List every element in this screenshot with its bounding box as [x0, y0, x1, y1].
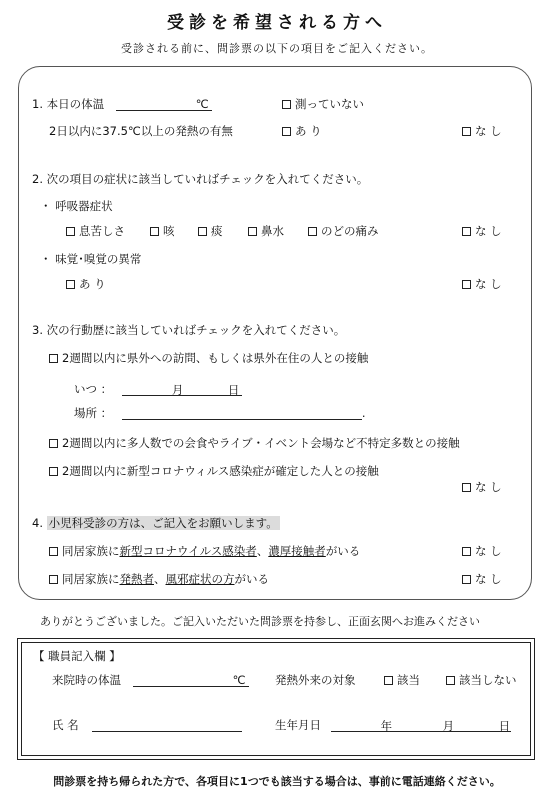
q3-no-option[interactable] — [462, 479, 502, 495]
q3-item3-checkbox[interactable] — [49, 467, 58, 476]
q4-number: 4. — [32, 516, 43, 530]
fever-no-option[interactable] — [462, 123, 502, 139]
temperature-unit: ℃ — [195, 97, 209, 111]
taste-yes-option[interactable] — [66, 276, 106, 292]
q3-item2-option[interactable] — [49, 435, 460, 451]
place-input[interactable] — [122, 407, 362, 420]
dob-year-label: 年 — [380, 719, 393, 733]
fever-no-label: な し — [475, 124, 502, 138]
q1-label-text: 1. 本日の体温 — [32, 97, 105, 111]
place-end: . — [361, 406, 366, 420]
q4-item2-prefix: 同居家族に — [62, 572, 120, 586]
not-applicable-label: 該当しない — [459, 673, 517, 687]
q3-item1-label: 2週間以内に県外への訪問、もしくは県外在住の人との接触 — [62, 351, 369, 365]
dob-month-label: 月 — [442, 719, 455, 733]
staff-heading: 【 職員記入欄 】 — [33, 649, 121, 663]
fever-question: 2日以内に37.5℃以上の発熱の有無 — [49, 124, 233, 138]
q4-item2-no-checkbox[interactable] — [462, 575, 471, 584]
symptom-phlegm-option[interactable] — [198, 223, 223, 239]
dob-label: 生年月日 — [275, 718, 321, 732]
arrival-temp-input[interactable] — [133, 674, 249, 687]
symptom-sore-throat-option[interactable] — [308, 223, 379, 239]
q4-item1-no-label: な し — [475, 544, 502, 558]
respiratory-heading: ・ 呼吸器症状 — [40, 199, 113, 213]
symptom-sore-throat-checkbox[interactable] — [308, 227, 317, 236]
fever-yes-label: あ り — [295, 124, 322, 138]
name-label: 氏 名 — [52, 718, 79, 732]
q3-item2-checkbox[interactable] — [49, 439, 58, 448]
place-label: 場所 ： — [74, 406, 113, 420]
symptom-runny-nose-label: 鼻水 — [261, 224, 284, 238]
fever-yes-checkbox[interactable] — [282, 127, 291, 136]
taste-no-label: な し — [475, 277, 502, 291]
q4-item1-option[interactable] — [49, 543, 360, 559]
q4-item2-no-label: な し — [475, 572, 502, 586]
dob-day-label: 日 — [498, 719, 511, 733]
when-month-label: 月 — [171, 383, 184, 397]
page-subtitle: 受診される前に、問診票の以下の項目をご記入ください。 — [121, 42, 433, 55]
fever-yes-option[interactable] — [282, 123, 322, 139]
symptom-breathless-label: 息苦しさ — [79, 224, 125, 238]
name-input[interactable] — [92, 719, 242, 732]
symptom-breathless-option[interactable] — [66, 223, 125, 239]
applicable-option[interactable] — [384, 672, 420, 688]
when-input[interactable] — [122, 383, 242, 396]
footer-note: 問診票を持ち帰られた方で、各項目に1つでも該当する場合は、事前に電話連絡ください。 — [53, 775, 501, 788]
respiratory-no-checkbox[interactable] — [462, 227, 471, 236]
q4-item2-no-option[interactable] — [462, 571, 502, 587]
fever-target-label: 発熱外来の対象 — [275, 673, 356, 687]
applicable-label: 該当 — [397, 673, 420, 687]
taste-no-option[interactable] — [462, 276, 502, 292]
taste-heading: ・ 味覚･嗅覚の異常 — [40, 252, 142, 266]
q4-item2-checkbox[interactable] — [49, 575, 58, 584]
q3-no-checkbox[interactable] — [462, 483, 471, 492]
q3-item2-label: 2週間以内に多人数での会食やライブ・イベント会場など不特定多数との接触 — [62, 436, 460, 450]
not-applicable-option[interactable] — [446, 672, 517, 688]
symptom-phlegm-checkbox[interactable] — [198, 227, 207, 236]
symptom-phlegm-label: 痰 — [211, 224, 223, 238]
dob-input[interactable] — [331, 719, 511, 732]
q3-item1-checkbox[interactable] — [49, 354, 58, 363]
not-measured-label: 測っていない — [295, 97, 364, 111]
q3-item1-option[interactable] — [49, 350, 368, 366]
symptom-runny-nose-option[interactable] — [248, 223, 284, 239]
arrival-temp-unit: ℃ — [232, 673, 246, 687]
when-day-label: 日 — [227, 383, 240, 397]
not-measured-option[interactable] — [282, 96, 364, 112]
q3-label: 3. 次の行動歴に該当していればチェックを入れてください。 — [32, 323, 346, 337]
symptom-breathless-checkbox[interactable] — [66, 227, 75, 236]
q4-item1-checkbox[interactable] — [49, 547, 58, 556]
q1-label — [32, 96, 209, 112]
q3-no-label: な し — [475, 480, 502, 494]
q4-item2-u1: 発熱者 — [119, 572, 154, 586]
symptom-cough-label: 咳 — [163, 224, 175, 238]
dob-row — [275, 717, 511, 733]
respiratory-no-option[interactable] — [462, 223, 502, 239]
symptom-sore-throat-label: のどの痛み — [321, 224, 379, 238]
q4-item2-u2: 風邪症状の方 — [165, 572, 235, 586]
symptom-cough-checkbox[interactable] — [150, 227, 159, 236]
thanks-message: ありがとうございました。ご記入いただいた問診票を持参し、正面玄関へお進みください — [40, 615, 480, 628]
q4-item1-sep: 、 — [256, 544, 269, 558]
taste-yes-checkbox[interactable] — [66, 280, 75, 289]
symptom-cough-option[interactable] — [150, 223, 175, 239]
applicable-checkbox[interactable] — [384, 676, 393, 685]
q4-item1-no-option[interactable] — [462, 543, 502, 559]
not-measured-checkbox[interactable] — [282, 100, 291, 109]
fever-no-checkbox[interactable] — [462, 127, 471, 136]
symptom-runny-nose-checkbox[interactable] — [248, 227, 257, 236]
arrival-temp-label: 来院時の体温 — [52, 673, 121, 687]
page-title: 受診を希望される方へ — [167, 13, 387, 33]
taste-yes-label: あ り — [79, 277, 106, 291]
not-applicable-checkbox[interactable] — [446, 676, 455, 685]
q4-item1-no-checkbox[interactable] — [462, 547, 471, 556]
taste-no-checkbox[interactable] — [462, 280, 471, 289]
q4-item2-sep: 、 — [154, 572, 166, 586]
when-row — [74, 381, 242, 397]
q4-item1-prefix: 同居家族に — [62, 544, 120, 558]
q4-item1-u2: 濃厚接触者 — [268, 544, 326, 558]
q4-item1-u1: 新型コロナウイルス感染者 — [119, 544, 257, 558]
q4-label — [32, 515, 280, 531]
name-row — [52, 717, 242, 733]
when-label: いつ ： — [74, 382, 113, 396]
q2-label: 2. 次の項目の症状に該当していればチェックを入れてください。 — [32, 172, 369, 186]
q3-item3-option[interactable] — [49, 463, 379, 479]
arrival-temp-row — [52, 672, 246, 688]
q4-item2-option[interactable] — [49, 571, 269, 587]
respiratory-no-label: な し — [475, 224, 502, 238]
q3-item3-label: 2週間以内に新型コロナウィルス感染症が確定した人との接触 — [62, 464, 379, 478]
q4-item2-suffix: がいる — [234, 572, 269, 586]
q4-item1-suffix: がいる — [325, 544, 361, 558]
place-row — [74, 405, 365, 421]
q4-label-text: 小児科受診の方は、ご記入をお願いします。 — [48, 516, 278, 530]
